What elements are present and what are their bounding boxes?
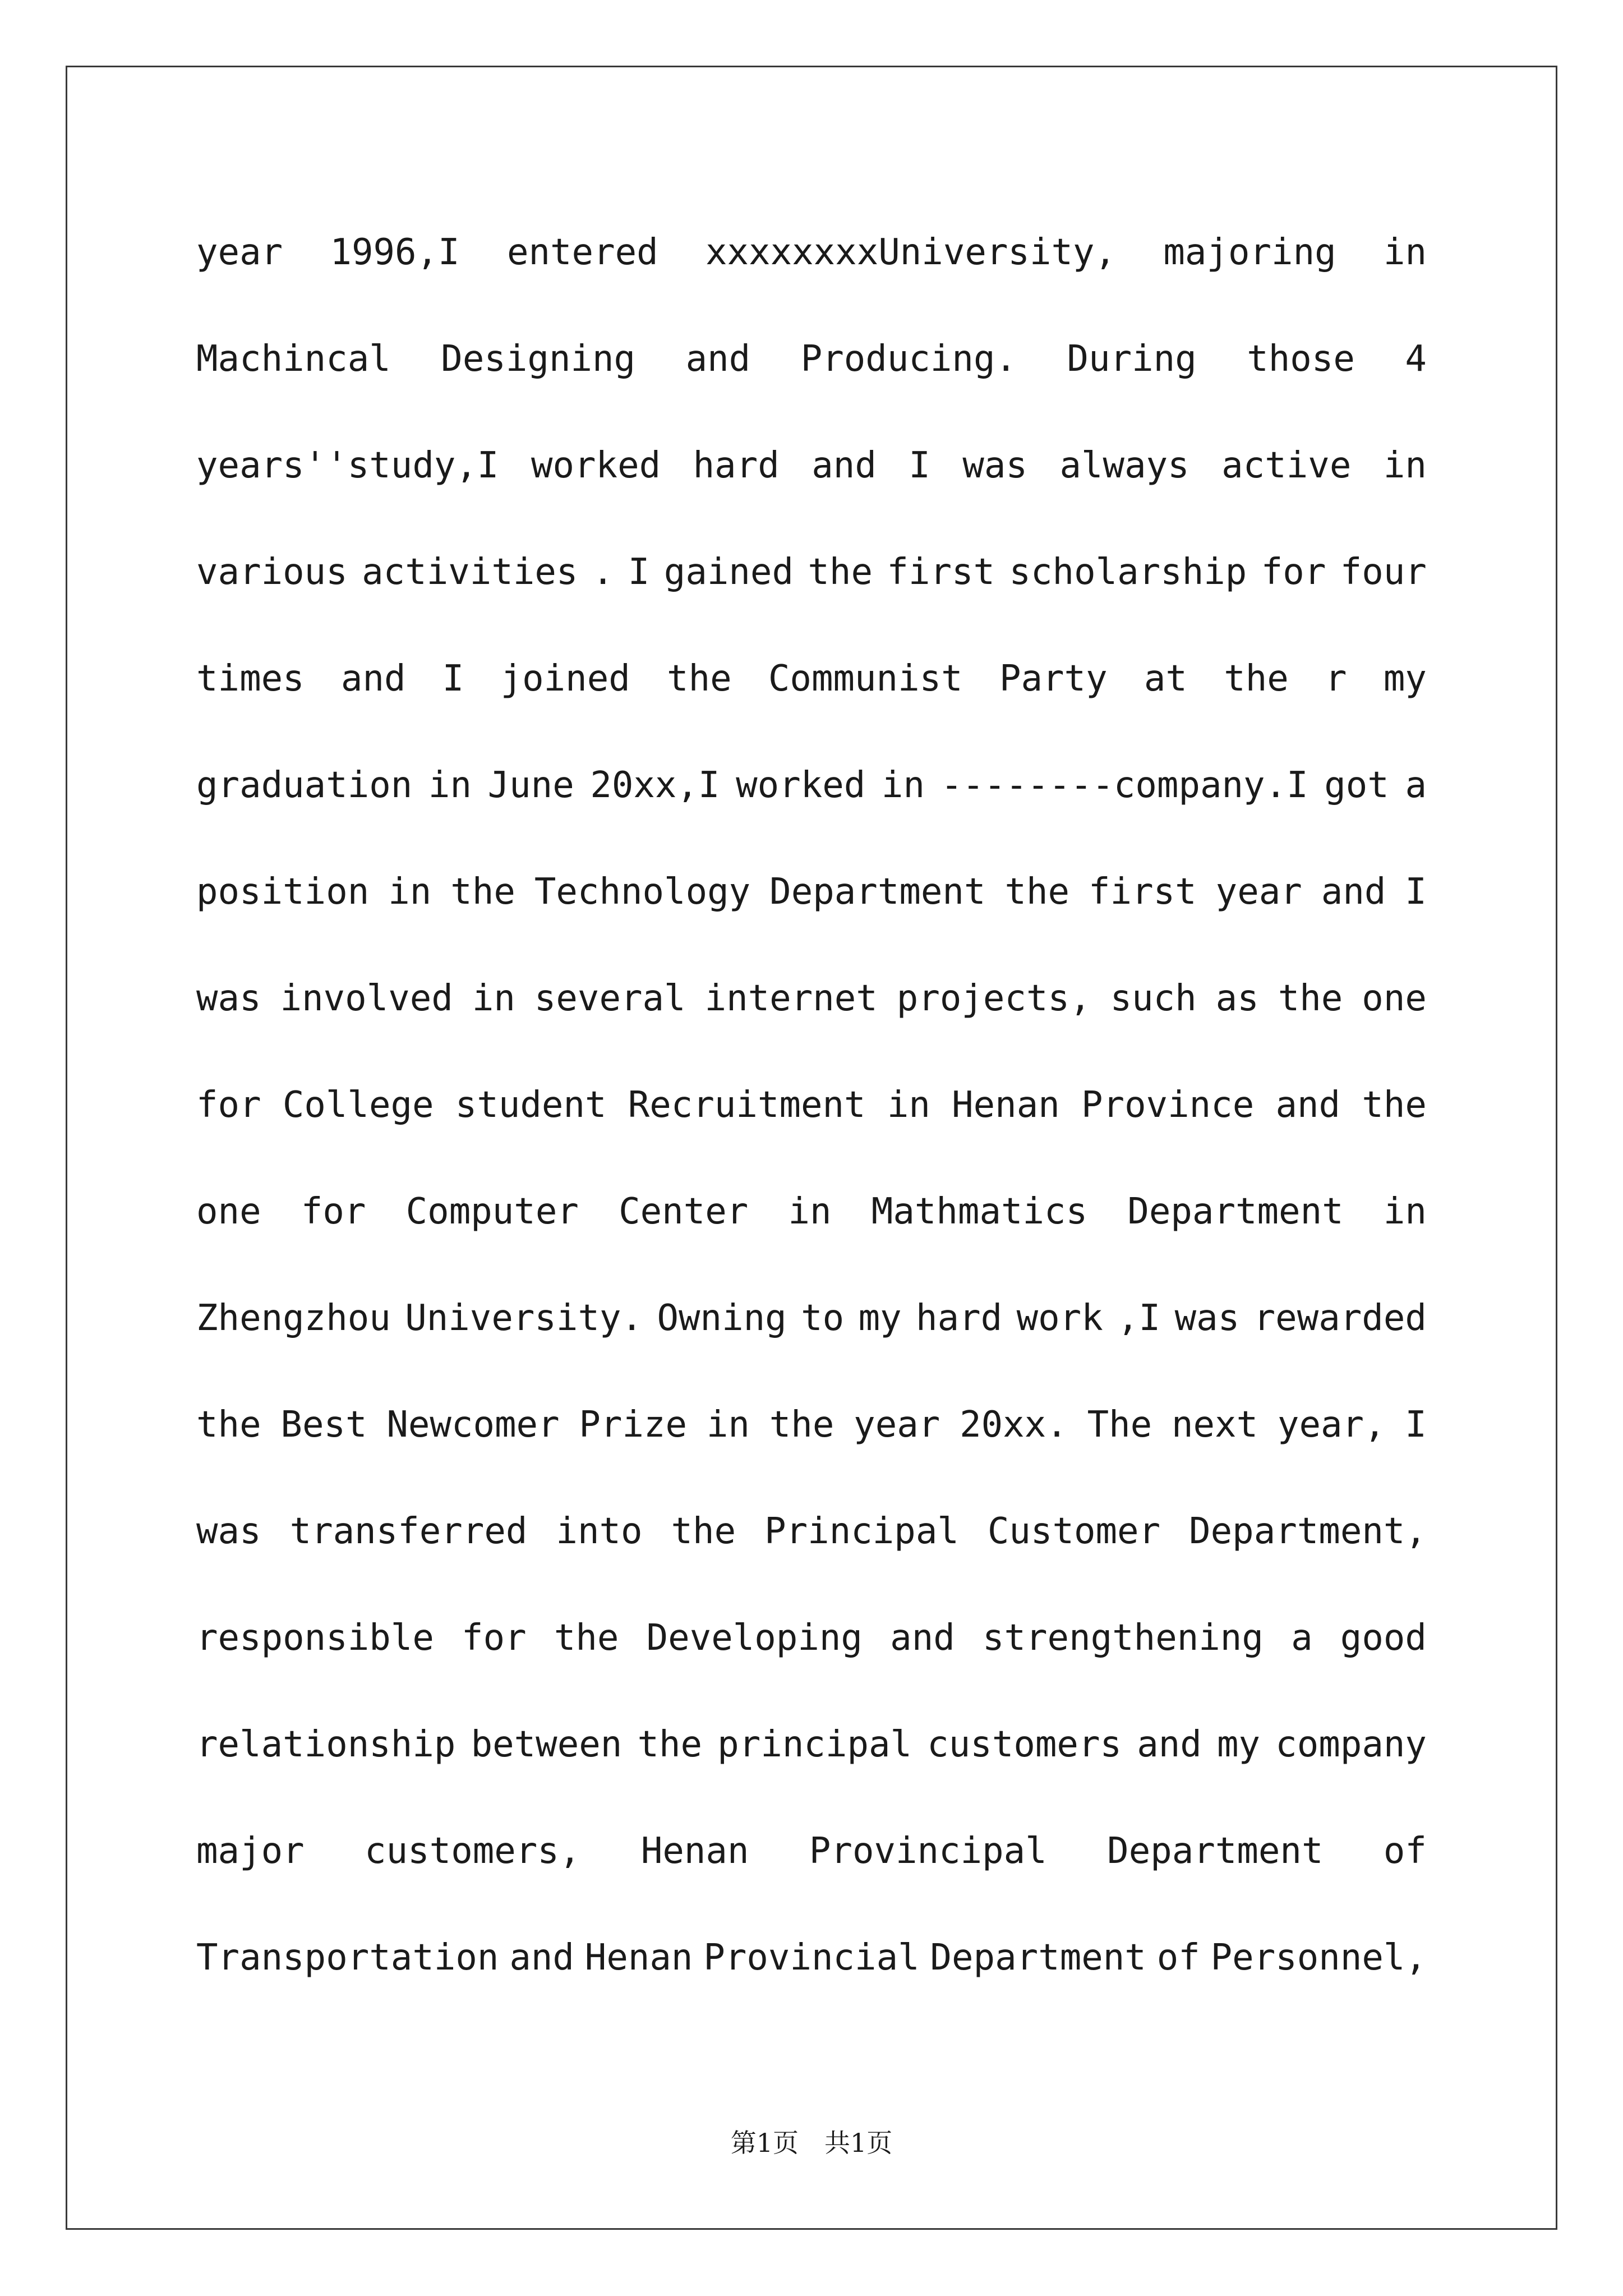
text-line (196, 970, 1427, 1077)
word: in (388, 871, 432, 913)
word: the (1278, 978, 1343, 1019)
word: and (509, 1937, 574, 1978)
word: and (1275, 1084, 1341, 1126)
word: position (196, 871, 370, 913)
word: years''study,I (196, 445, 499, 486)
word: Prize (579, 1404, 688, 1446)
word: in (788, 1191, 832, 1232)
word: those (1247, 338, 1355, 380)
word: and (1321, 871, 1386, 913)
word: various (196, 551, 348, 593)
word: Communist (768, 658, 963, 700)
word: r (1325, 658, 1347, 700)
word: in (706, 1404, 750, 1446)
word: to (801, 1297, 845, 1339)
word: I (442, 658, 464, 700)
word: into (556, 1511, 643, 1552)
word: customers (927, 1724, 1122, 1765)
text-line (196, 1077, 1427, 1184)
text-line (196, 544, 1427, 651)
word: I (909, 445, 930, 486)
word: was (196, 978, 261, 1019)
word: four (1340, 551, 1427, 593)
word: in (887, 1084, 930, 1126)
word: active (1221, 445, 1352, 486)
word: always (1059, 445, 1189, 486)
word: in (472, 978, 515, 1019)
word: such (1110, 978, 1197, 1019)
word: major (196, 1830, 305, 1872)
word: in (1383, 445, 1427, 486)
word: entered (506, 232, 658, 273)
word: 20xx,I (590, 765, 720, 806)
word: and (890, 1617, 955, 1659)
word: work (1016, 1297, 1103, 1339)
word: Department, (1189, 1511, 1427, 1552)
word: good (1340, 1617, 1427, 1659)
word: the (196, 1404, 261, 1446)
word: Machincal (196, 338, 391, 380)
word: 20xx. (960, 1404, 1068, 1446)
word: worked (531, 445, 661, 486)
word: Transportation (196, 1937, 499, 1978)
word: . (592, 551, 614, 593)
word: principal (717, 1724, 912, 1765)
word: June (487, 765, 574, 806)
word: Owning (657, 1297, 787, 1339)
word: times (196, 658, 305, 700)
word: Producing. (800, 338, 1017, 380)
word: Recruitment (628, 1084, 866, 1126)
word: and (340, 658, 406, 700)
word: first (887, 551, 995, 593)
word: Department (930, 1937, 1146, 1978)
word: College (282, 1084, 434, 1126)
word: relationship (196, 1724, 456, 1765)
word: year (854, 1404, 940, 1446)
word: Department (1107, 1830, 1324, 1872)
word: customers, (365, 1830, 581, 1872)
text-line (196, 1397, 1427, 1503)
word: for (301, 1191, 366, 1232)
word: the (667, 658, 732, 700)
word: internet (704, 978, 878, 1019)
word: Department (1127, 1191, 1344, 1232)
text-line (196, 1717, 1427, 1823)
word: Party (999, 658, 1108, 700)
word: Best (280, 1404, 367, 1446)
word: my (1383, 658, 1427, 700)
word: 1996,I (330, 232, 460, 273)
word: Henan (584, 1937, 693, 1978)
word: the (554, 1617, 619, 1659)
word: gained (663, 551, 794, 593)
word: a (1291, 1617, 1313, 1659)
word: hard (693, 445, 780, 486)
word: Mathmatics (871, 1191, 1088, 1232)
word: Provincipal (809, 1830, 1047, 1872)
word: student (455, 1084, 607, 1126)
word: ,I (1117, 1297, 1161, 1339)
text-line (196, 1503, 1427, 1610)
word: joined (500, 658, 630, 700)
word: year, (1277, 1404, 1386, 1446)
word: xxxxxxxxUniversity, (705, 232, 1117, 273)
text-line (196, 1610, 1427, 1717)
word: was (1174, 1297, 1240, 1339)
word: the (1004, 871, 1070, 913)
text-line (196, 651, 1427, 757)
text-line (196, 864, 1427, 970)
word: strengthening (982, 1617, 1264, 1659)
word: Computer (405, 1191, 579, 1232)
word: Designing (441, 338, 636, 380)
text-line (196, 1290, 1427, 1397)
text-line (196, 224, 1427, 331)
word: Newcomer (386, 1404, 560, 1446)
word: Henan (952, 1084, 1060, 1126)
word: one (1362, 978, 1427, 1019)
word: and (685, 338, 751, 380)
word: for (196, 1084, 261, 1126)
word: Customer (987, 1511, 1161, 1552)
word: hard (916, 1297, 1003, 1339)
word: Zhengzhou (196, 1297, 391, 1339)
word: activities (362, 551, 578, 593)
word: I (1405, 871, 1427, 913)
text-line (196, 438, 1427, 544)
word: in (1383, 1191, 1427, 1232)
word: first (1089, 871, 1197, 913)
word: the (637, 1724, 703, 1765)
word: majoring (1163, 232, 1336, 273)
text-line (196, 1184, 1427, 1290)
word: my (858, 1297, 902, 1339)
word: in (1383, 232, 1427, 273)
word: worked (736, 765, 866, 806)
word: During (1067, 338, 1197, 380)
text-line (196, 1823, 1427, 1930)
text-line (196, 757, 1427, 864)
word: year (1215, 871, 1302, 913)
word: Department (769, 871, 986, 913)
word: company (1275, 1724, 1427, 1765)
word: of (1383, 1830, 1427, 1872)
word: the (1224, 658, 1289, 700)
word: Developing (646, 1617, 863, 1659)
text-line (196, 331, 1427, 438)
word: graduation (196, 765, 413, 806)
word: one (196, 1191, 261, 1232)
word: Center (619, 1191, 749, 1232)
word: the (808, 551, 873, 593)
word: the (769, 1404, 834, 1446)
word: scholarship (1009, 551, 1247, 593)
word: the (1362, 1084, 1427, 1126)
word: I (628, 551, 650, 593)
word: got (1324, 765, 1389, 806)
word: year (196, 232, 283, 273)
word: was (196, 1511, 261, 1552)
word: projects, (896, 978, 1091, 1019)
word: several (534, 978, 686, 1019)
word: for (462, 1617, 527, 1659)
word: University. (405, 1297, 643, 1339)
word: Province (1081, 1084, 1255, 1126)
word: responsible (196, 1617, 434, 1659)
word: in (881, 765, 925, 806)
word: Personnel, (1210, 1937, 1427, 1978)
word: and (811, 445, 877, 486)
word: a (1405, 765, 1427, 806)
word: Principal (764, 1511, 959, 1552)
word: the (671, 1511, 736, 1552)
word: my (1216, 1724, 1261, 1765)
word: 4 (1405, 338, 1427, 380)
word: transferred (289, 1511, 528, 1552)
word: The (1087, 1404, 1152, 1446)
word: --------company.I (940, 765, 1308, 806)
word: I (1405, 1404, 1427, 1446)
page-footer: 第1页 共1页 (730, 2128, 893, 2158)
word: rewarded (1253, 1297, 1427, 1339)
word: Provincial (703, 1937, 920, 1978)
word: for (1261, 551, 1326, 593)
word: the (450, 871, 515, 913)
word: Henan (640, 1830, 749, 1872)
word: as (1215, 978, 1259, 1019)
word: in (428, 765, 472, 806)
word: was (962, 445, 1027, 486)
body-text (196, 224, 1427, 2036)
word: at (1144, 658, 1187, 700)
word: involved (280, 978, 453, 1019)
word: Technology (534, 871, 751, 913)
word: between (471, 1724, 623, 1765)
word: and (1137, 1724, 1202, 1765)
text-line (196, 1930, 1427, 2036)
word: of (1156, 1937, 1200, 1978)
word: next (1171, 1404, 1258, 1446)
